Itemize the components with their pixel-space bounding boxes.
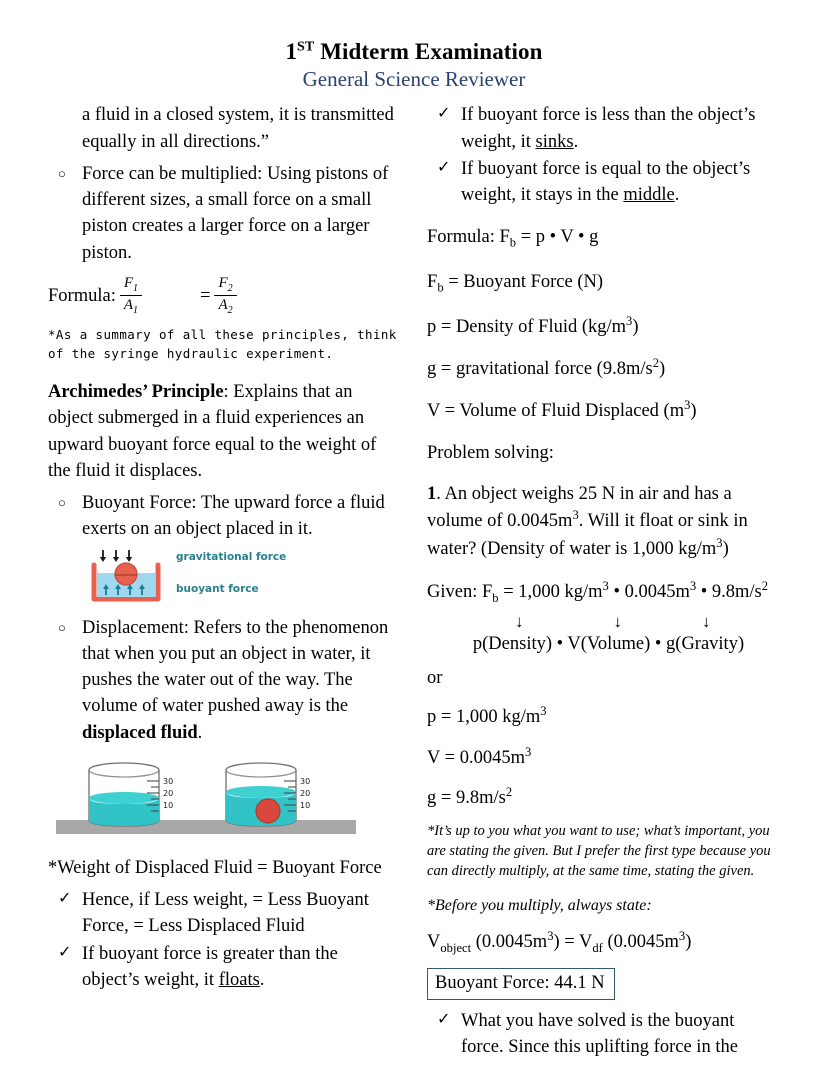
list-item (427, 156, 780, 209)
check-equal-text: If buoyant force is equal to the object’s weight, it stays in the (461, 158, 751, 206)
svg-text:10: 10 (163, 800, 174, 810)
formula-subscript: b (509, 236, 517, 251)
check-icon: ✓ (58, 890, 72, 908)
buoyancy-diagram (86, 549, 397, 605)
answer-box: Buoyant Force: 44.1 N (427, 968, 615, 1000)
down-arrow-icon: ↓ (702, 611, 711, 631)
fraction-denominator (120, 295, 142, 316)
middle-underlined: middle (623, 185, 675, 206)
problem-number: 1 (427, 484, 437, 505)
down-arrow-icon: ↓ (613, 611, 623, 631)
value-v (427, 744, 780, 771)
circle-bullet-icon: ○ (58, 495, 66, 511)
page-title (48, 38, 780, 65)
title-main: Midterm Examination (320, 39, 543, 64)
list-item (48, 941, 397, 994)
g-close-paren: ) (659, 359, 666, 380)
given-line (427, 578, 780, 608)
list-item (48, 615, 397, 746)
displacement-bullet-list (48, 615, 397, 746)
title-ordinal-number: 1 (285, 39, 298, 64)
given-expr-b: • 0.0045m (608, 582, 690, 603)
bullet-displacement (82, 618, 388, 743)
check-icon: ✓ (437, 1010, 451, 1028)
down-arrow-icon: ↓ (515, 611, 524, 631)
list-item (48, 490, 397, 543)
check-greater-force (82, 944, 338, 990)
list-item (427, 1008, 780, 1061)
pascal-continued-text: a fluid in a closed system, it is transmitted equally in all directions.” (82, 105, 394, 152)
or-label: or (427, 667, 443, 688)
num-symbol: F (123, 274, 134, 291)
floating-ball (115, 563, 137, 585)
definition-fb (427, 269, 780, 298)
problem-solving-label: Problem solving: (427, 442, 554, 463)
svg-text:20: 20 (163, 788, 174, 798)
title-ordinal-suffix: ST (297, 39, 315, 55)
beaker-empty-object (89, 763, 173, 826)
check-icon: ✓ (437, 158, 451, 176)
check-less-text: If buoyant force is less than the object’s weight, it (461, 105, 756, 152)
fb-subscript: b (437, 280, 444, 295)
num-subscript: 2 (227, 282, 233, 294)
two-column-body (48, 102, 780, 1064)
bullet-force-multiplied: Force can be multiplied: Using pistons of different sizes, a small force on a small piston creates a larger force on a larger piston. (82, 163, 389, 263)
value-p-exponent: 3 (540, 704, 547, 719)
volume-equality-line (427, 928, 780, 958)
given-exp-b: 3 (689, 579, 697, 594)
den-symbol: A (218, 296, 228, 313)
formula-label: Formula: (48, 285, 116, 306)
g-unit-exponent: 2 (652, 355, 659, 370)
p-unit-exponent: 3 (626, 313, 633, 328)
monospace-summary-note: *As a summary of all these principles, think of the syringe hydraulic experiment. (48, 326, 397, 361)
given-subscript: b (492, 591, 499, 606)
value-v-exponent: 3 (525, 744, 532, 759)
value-p (427, 703, 780, 730)
mapping-line: p(Density) • V(Volume) • g(Gravity) (472, 633, 745, 654)
check-icon: ✓ (437, 105, 451, 123)
archimedes-body: : Explains that an object submerged in a fluid experiences an upward buoyant force equal to the weight of the fluid it displaces. (48, 381, 377, 481)
den-subscript: 2 (227, 304, 233, 316)
den-symbol: A (123, 296, 134, 313)
buoyant-formula-line (427, 224, 780, 253)
definition-p (427, 313, 780, 340)
displacement-period: . (197, 722, 203, 743)
definition-v (427, 397, 780, 424)
problem-exponent-2: 3 (716, 535, 723, 550)
formula-expression: = p • V • g (516, 227, 599, 248)
check-greater-text: If buoyant force is greater than the object’s weight, it (82, 943, 338, 990)
fraction-denominator (214, 295, 236, 316)
displacement-text: Displacement: Refers to the phenomenon that when you put an object in water, it pushes the water out of the way. The volume of water pushed away is the (82, 617, 389, 717)
svg-text:30: 30 (300, 776, 311, 786)
v-object-value: (0.0045m (471, 931, 548, 952)
document-header (48, 38, 780, 92)
list-item (48, 161, 397, 266)
value-p-text: p = 1,000 kg/m (427, 707, 541, 728)
fraction-f1-a1 (120, 275, 142, 316)
fb-symbol: F (427, 271, 438, 292)
submerged-ball (256, 799, 280, 823)
given-expr-a: = 1,000 kg/m (498, 582, 603, 603)
v-unit-exponent: 3 (684, 398, 691, 413)
value-v-text: V = 0.0045m (427, 747, 525, 768)
check-less-weight: Hence, if Less weight, = Less Buoyant Force, = Less Displaced Fluid (82, 890, 369, 937)
preference-italic-note: *It’s up to you what you want to use; what’s important, you are stating the given. But I prefer the first type because you can directly multiply, at the same time, stating the given. (427, 823, 771, 880)
fb-definition: = Buoyant Force (N) (448, 271, 604, 292)
bullet-buoyant-force: Buoyant Force: The upward force a fluid exerts on an object placed in it. (82, 493, 385, 540)
v-df-value: (0.0045m (602, 931, 679, 952)
problem-text-a: . An object weighs 25 N in air and has a volume of 0.0045m (427, 484, 732, 532)
given-label: Given: F (427, 582, 493, 603)
num-subscript: 1 (133, 282, 139, 294)
label-buoyant-force: buoyant force (176, 582, 259, 595)
right-column (427, 102, 780, 1064)
v-df-exponent: 3 (678, 928, 686, 943)
list-item (427, 102, 780, 155)
value-g (427, 784, 780, 811)
archimedes-heading: Archimedes’ Principle (48, 381, 224, 402)
v-close-paren: ) (690, 401, 697, 422)
pascal-bullet-list (48, 161, 397, 266)
circle-bullet-icon: ○ (58, 619, 66, 635)
page-subtitle: General Science Reviewer (302, 67, 526, 92)
value-g-text: g = 9.8m/s (427, 788, 506, 809)
fraction-numerator (214, 275, 236, 295)
displaced-fluid-bold: displaced fluid (82, 722, 198, 743)
buoyancy-comparison-list-right (427, 102, 780, 208)
pascal-formula (48, 276, 397, 317)
svg-text:10: 10 (300, 800, 311, 810)
fraction-f2-a2 (214, 275, 236, 316)
v-df-close-paren: ) (685, 931, 692, 952)
final-note-list (427, 1008, 780, 1061)
v-df-subscript: df (592, 940, 603, 955)
check-greater-period: . (259, 969, 265, 990)
buoyancy-comparison-list-left (48, 887, 397, 993)
v-definition: V = Volume of Fluid Displaced (m (427, 401, 685, 422)
final-check-text: What you have solved is the buoyant force. Since this uplifting force in the (461, 1010, 738, 1057)
check-equal-force (461, 159, 750, 205)
graduation-labels-1 (163, 777, 173, 810)
archimedes-principle-paragraph (48, 379, 397, 484)
problem-text-c: ) (722, 538, 729, 559)
den-subscript: 1 (133, 304, 139, 316)
check-icon: ✓ (58, 943, 72, 961)
buoyant-force-bullet-list (48, 490, 397, 543)
given-expr-c: • 9.8m/s (696, 582, 762, 603)
v-object-exponent: 3 (547, 928, 554, 943)
graduation-labels-2 (300, 777, 310, 810)
formula-equals: = (200, 285, 211, 306)
beaker-with-object (226, 763, 310, 826)
v-object-subscript: object (440, 940, 472, 955)
p-definition: p = Density of Fluid (kg/m (427, 316, 627, 337)
fraction-numerator (120, 275, 142, 295)
svg-text:20: 20 (300, 788, 311, 798)
v-df-symbol: ) = V (553, 931, 593, 952)
value-g-exponent: 2 (505, 784, 513, 799)
problem-statement (427, 481, 780, 562)
check-equal-period: . (674, 185, 680, 206)
mapping-arrows-row (427, 612, 780, 632)
v-object-symbol: V (427, 931, 441, 952)
buoyancy-diagram-svg (86, 549, 174, 605)
beakers-svg (56, 758, 356, 836)
given-exp-a: 3 (602, 579, 609, 594)
weight-equals-buoyant-note: *Weight of Displaced Fluid = Buoyant Force (48, 857, 382, 878)
svg-text:30: 30 (163, 776, 174, 786)
check-less-period: . (573, 131, 579, 152)
beakers-displacement-diagram (56, 758, 397, 841)
num-symbol: F (218, 274, 228, 291)
list-item (48, 887, 397, 940)
g-definition: g = gravitational force (9.8m/s (427, 359, 653, 380)
definition-g (427, 355, 780, 382)
problem-exponent-1: 3 (572, 508, 579, 523)
check-less-force (461, 105, 755, 151)
sinks-underlined: sinks (535, 131, 574, 152)
gravity-arrowheads-icon (100, 557, 132, 562)
problem-text-b: . Will it float or sink in water? (Density of water is 1,000 kg/m (427, 511, 748, 559)
label-gravitational-force: gravitational force (176, 550, 287, 563)
floats-underlined: floats (218, 969, 260, 990)
before-multiply-note: *Before you multiply, always state: (427, 897, 652, 915)
left-column (48, 102, 397, 1064)
formula-label: Formula: F (427, 227, 510, 248)
p-close-paren: ) (632, 316, 639, 337)
circle-bullet-icon: ○ (58, 165, 66, 181)
given-exp-c: 2 (761, 579, 769, 594)
